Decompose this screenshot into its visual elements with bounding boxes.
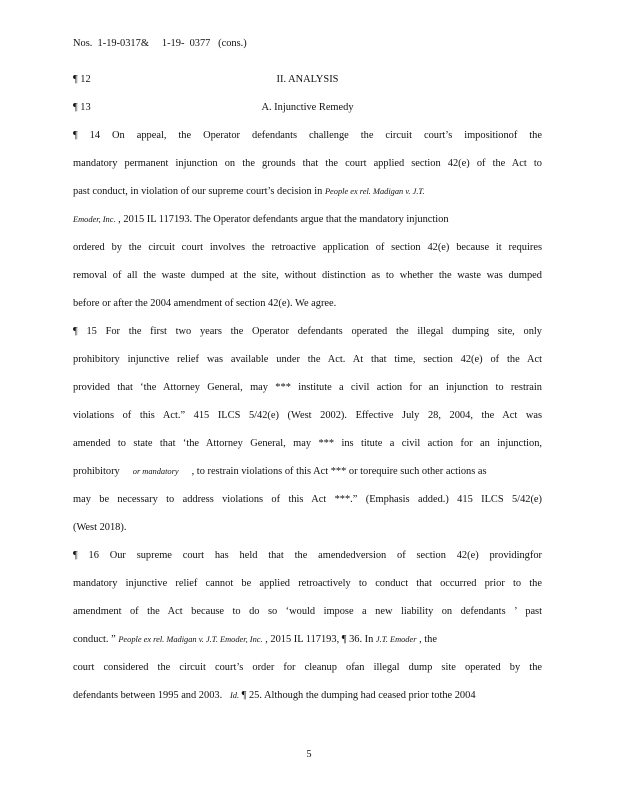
- citation-id: Id.: [229, 691, 240, 700]
- text-line: [73, 634, 542, 646]
- text-segment: conduct. ”: [73, 634, 116, 645]
- text-segment: ¶ 25. Although the dumping had ceased prior tothe 2004: [241, 690, 476, 701]
- text-segment: , 2015 IL 117193. The Operator defendants argue that the mandatory injunction: [118, 214, 449, 225]
- text-line: (West 2018).: [73, 522, 127, 533]
- text-line: amended to state that ‘the Attorney General, may *** ins titute a civil action for an injunction,: [73, 438, 542, 449]
- text-line: [73, 186, 542, 198]
- text-segment: prohibitory: [73, 466, 120, 477]
- text-line: before or after the 2004 amendment of section 42(e). We agree.: [73, 298, 337, 309]
- case-citation: People ex rel. Madigan v. J.T.: [324, 187, 425, 196]
- case-citation: People ex rel. Madigan v. J.T. Emoder, Inc.: [118, 635, 263, 644]
- text-line: violations of this Act.” 415 ILCS 5/42(e) (West 2002). Effective July 28, 2004, the Act was: [73, 410, 542, 421]
- subsection-heading-injunctive-remedy: A. Injunctive Remedy: [261, 102, 354, 113]
- text-line: amendment of the Act because to do so ‘would impose a new liability on defendants ’ past: [73, 606, 542, 617]
- text-line: ¶ 16 Our supreme court has held that the amendedversion of section 42(e) providingfor: [73, 550, 542, 561]
- text-line: [73, 466, 542, 478]
- text-segment: defendants between 1995 and 2003.: [73, 690, 223, 701]
- text-line: [73, 214, 542, 226]
- text-line: ordered by the circuit court involves the retroactive application of section 42(e) because it requires: [73, 242, 542, 253]
- emphasized-text: or mandatory: [132, 467, 179, 476]
- text-line: removal of all the waste dumped at the site, without distinction as to whether the waste was dumped: [73, 270, 542, 281]
- text-segment: past conduct, in violation of our supreme court’s decision in: [73, 186, 323, 197]
- paragraph-13-mark: ¶ 13: [73, 102, 91, 113]
- text-segment: , 2015 IL 117193, ¶ 36. In: [265, 634, 374, 645]
- text-line: provided that ‘the Attorney General, may *** institute a civil action for an injunction to restrain: [73, 382, 542, 393]
- text-line: ¶ 15 For the first two years the Operator defendants operated the illegal dumping site, only: [73, 326, 542, 337]
- text-line: court considered the circuit court’s order for cleanup ofan illegal dump site operated by the: [73, 662, 542, 673]
- text-line: prohibitory injunctive relief was available under the Act. At that time, section 42(e) of the Act: [73, 354, 542, 365]
- case-citation: Emoder, Inc.: [73, 215, 116, 224]
- page-number: 5: [306, 749, 312, 760]
- text-line: may be necessary to address violations of this Act ***.” (Emphasis added.) 415 ILCS 5/42(e): [73, 494, 542, 505]
- text-line: mandatory injunctive relief cannot be applied retroactively to conduct that occurred prior to the: [73, 578, 542, 589]
- case-citation: J.T. Emoder: [375, 635, 417, 644]
- text-line: ¶ 14 On appeal, the Operator defendants challenge the circuit court’s impositionof the: [73, 130, 542, 141]
- paragraph-12-mark: ¶ 12: [73, 74, 91, 85]
- section-heading-analysis: II. ANALYSIS: [276, 74, 339, 85]
- text-line: [73, 690, 542, 702]
- text-line: mandatory permanent injunction on the grounds that the court applied section 42(e) of the Act to: [73, 158, 542, 169]
- text-segment: , to restrain violations of this Act *** or torequire such other actions as: [191, 466, 487, 477]
- docket-header: Nos. 1-19-0317& 1-19- 0377 (cons.): [73, 38, 247, 49]
- text-segment: , the: [419, 634, 437, 645]
